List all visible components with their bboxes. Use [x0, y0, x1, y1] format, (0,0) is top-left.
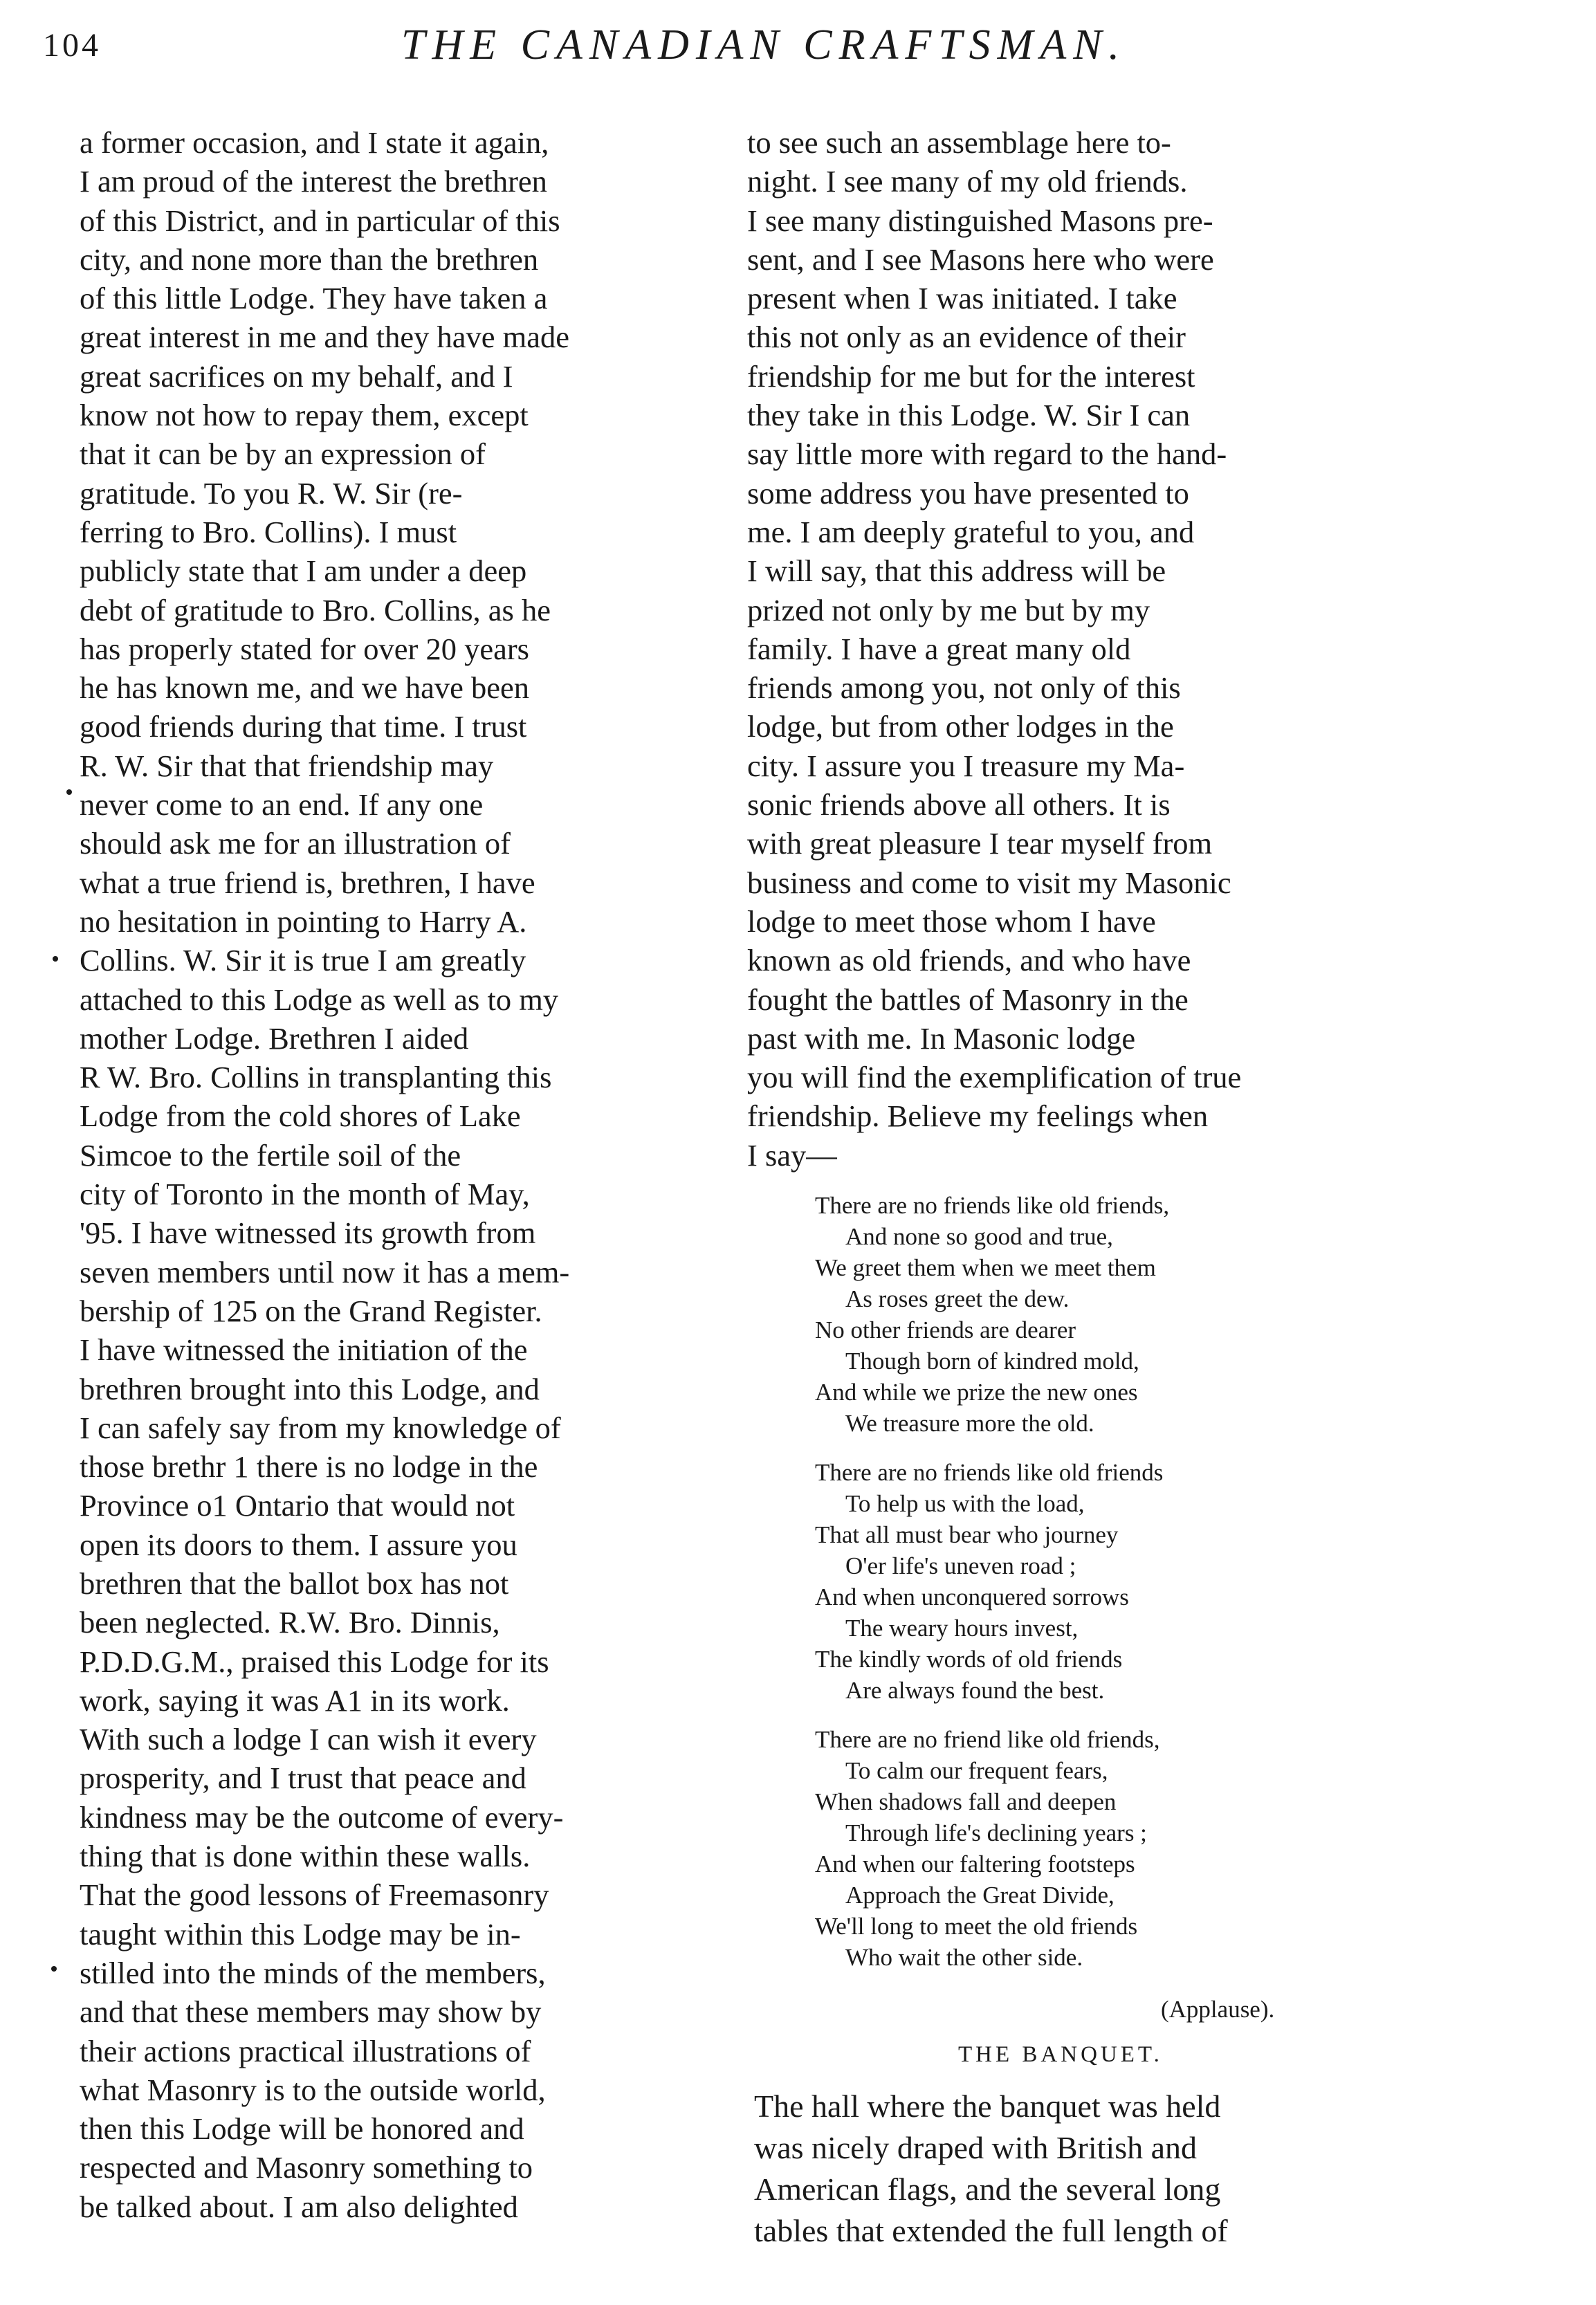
text-line: fought the battles of Masonry in the — [747, 982, 1189, 1017]
verse-line: And while we prize the new ones — [815, 1379, 1138, 1406]
text-line: R. W. Sir that that friendship may — [80, 748, 494, 783]
text-line: family. I have a great many old — [747, 631, 1131, 666]
text-line: city of Toronto in the month of May, — [80, 1177, 530, 1212]
text-line: never come to an end. If any one — [80, 787, 484, 823]
text-line: friends among you, not only of this — [747, 670, 1181, 706]
text-line: tables that extended the full length of — [754, 2213, 1228, 2248]
text-line: prized not only by me but by my — [747, 592, 1150, 627]
verse-line: And when unconquered sorrows — [815, 1583, 1129, 1610]
applause-note: (Applause). — [1161, 1996, 1275, 2023]
text-line: thing that is done within these walls. — [80, 1839, 531, 1874]
verse-line: There are no friends like old friends, — [815, 1192, 1170, 1219]
text-line: some address you have presented to — [747, 475, 1189, 511]
verse-line: We treasure more the old. — [845, 1410, 1094, 1437]
verse-line: We'll long to meet the old friends — [815, 1913, 1138, 1940]
verse-line: To calm our frequent fears, — [845, 1757, 1108, 1784]
text-line: their actions practical illustrations of — [80, 2033, 531, 2068]
text-line: that it can be by an expression of — [80, 437, 486, 472]
text-line: respected and Masonry something to — [80, 2150, 533, 2185]
text-line: to see such an assemblage here to- — [747, 125, 1171, 160]
text-line: American flags, and the several long — [754, 2171, 1221, 2207]
verse-line: Though born of kindred mold, — [845, 1348, 1139, 1375]
verse-line: To help us with the load, — [845, 1490, 1085, 1517]
text-line: of this District, and in particular of this — [80, 203, 560, 238]
text-line: bership of 125 on the Grand Register. — [80, 1293, 542, 1328]
text-line: Lodge from the cold shores of Lake — [80, 1099, 521, 1134]
text-line: what Masonry is to the outside world, — [80, 2072, 546, 2107]
text-line: friendship. Believe my feelings when — [747, 1099, 1209, 1134]
text-line: with great pleasure I tear myself from — [747, 826, 1213, 861]
text-line: With such a lodge I can wish it every — [80, 1722, 537, 1757]
text-line: gratitude. To you R. W. Sir (re- — [80, 475, 463, 511]
text-line: what a true friend is, brethren, I have — [80, 865, 535, 900]
text-line: '95. I have witnessed its growth from — [80, 1215, 536, 1251]
text-line: friendship for me but for the interest — [747, 358, 1195, 394]
text-line: ferring to Bro. Collins). I must — [80, 514, 457, 549]
text-line: known as old friends, and who have — [747, 943, 1191, 978]
text-line: I can safely say from my knowledge of — [80, 1410, 561, 1445]
text-line: sonic friends above all others. It is — [747, 787, 1171, 823]
text-line: lodge, but from other lodges in the — [747, 709, 1174, 744]
poem-stanza — [815, 1190, 1382, 1439]
ink-speck — [53, 956, 58, 962]
banquet-paragraph — [754, 2086, 1397, 2252]
section-heading: THE BANQUET. — [958, 2042, 1163, 2067]
text-line: great interest in me and they have made — [80, 320, 570, 355]
poem-stanza — [815, 1724, 1382, 1973]
verse-line: We greet them when we meet them — [815, 1254, 1156, 1281]
text-line: been neglected. R.W. Bro. Dinnis, — [80, 1605, 500, 1640]
text-line: mother Lodge. Brethren I aided — [80, 1020, 469, 1056]
verse-line: Approach the Great Divide, — [845, 1882, 1115, 1909]
text-line: and that these members may show by — [80, 1994, 542, 2030]
text-line: present when I was initiated. I take — [747, 281, 1177, 316]
text-line: publicly state that I am under a deep — [80, 553, 527, 589]
text-line: me. I am deeply grateful to you, and — [747, 514, 1195, 549]
text-line: The hall where the banquet was held — [754, 2088, 1221, 2124]
verse-line: And none so good and true, — [845, 1223, 1113, 1250]
text-line: great sacrifices on my behalf, and I — [80, 358, 513, 394]
text-line: I say— — [747, 1137, 837, 1173]
text-line: I will say, that this address will be — [747, 553, 1166, 589]
text-line: say little more with regard to the hand- — [747, 437, 1227, 472]
text-line: this not only as an evidence of their — [747, 320, 1186, 355]
text-line: lodge to meet those whom I have — [747, 903, 1156, 939]
verse-line: No other friends are dearer — [815, 1316, 1076, 1343]
text-line: sent, and I see Masons here who were — [747, 241, 1214, 277]
text-line: taught within this Lodge may be in- — [80, 1916, 521, 1952]
text-line: kindness may be the outcome of every- — [80, 1799, 564, 1835]
text-line: Simcoe to the fertile soil of the — [80, 1137, 461, 1173]
ink-speck — [66, 789, 72, 795]
text-line: attached to this Lodge as well as to my — [80, 982, 559, 1017]
page-number: 104 — [43, 27, 101, 64]
verse-line: When shadows fall and deepen — [815, 1788, 1117, 1815]
text-line: past with me. In Masonic lodge — [747, 1020, 1136, 1056]
verse-line: O'er life's uneven road ; — [845, 1552, 1076, 1579]
verse-line: There are no friends like old friends — [815, 1459, 1164, 1486]
text-line: P.D.D.G.M., praised this Lodge for its — [80, 1644, 549, 1679]
verse-line: Who wait the other side. — [845, 1944, 1083, 1971]
text-line: I see many distinguished Masons pre- — [747, 203, 1213, 238]
journal-title: THE CANADIAN CRAFTSMAN. — [401, 21, 1127, 68]
text-line: I have witnessed the initiation of the — [80, 1332, 528, 1368]
ink-speck — [51, 1966, 57, 1972]
text-line: has properly stated for over 20 years — [80, 631, 529, 666]
text-line: of this little Lodge. They have taken a — [80, 281, 548, 316]
text-line: he has known me, and we have been — [80, 670, 529, 706]
text-line: brethren brought into this Lodge, and — [80, 1371, 540, 1406]
text-line: good friends during that time. I trust — [80, 709, 527, 744]
text-line: Province o1 Ontario that would not — [80, 1488, 515, 1523]
text-line: night. I see many of my old friends. — [747, 164, 1188, 199]
text-line: R W. Bro. Collins in transplanting this — [80, 1060, 552, 1095]
verse-line: The weary hours invest, — [845, 1615, 1079, 1642]
text-line: open its doors to them. I assure you — [80, 1527, 517, 1562]
verse-line: That all must bear who journey — [815, 1521, 1119, 1548]
text-line: brethren that the ballot box has not — [80, 1565, 509, 1601]
text-line: no hesitation in pointing to Harry A. — [80, 903, 527, 939]
left-column — [80, 123, 723, 2226]
verse-line: Are always found the best. — [845, 1677, 1105, 1704]
text-line: prosperity, and I trust that peace and — [80, 1761, 526, 1796]
text-line: you will find the exemplification of true — [747, 1060, 1242, 1095]
text-line: stilled into the minds of the members, — [80, 1955, 546, 1990]
text-line: seven members until now it has a mem- — [80, 1254, 570, 1289]
poem — [815, 1190, 1382, 1991]
text-line: then this Lodge will be honored and — [80, 2111, 524, 2147]
poem-stanza — [815, 1457, 1382, 1706]
text-line: That the good lessons of Freemasonry — [80, 1877, 549, 1913]
text-line: business and come to visit my Masonic — [747, 865, 1231, 900]
text-line: be talked about. I am also delighted — [80, 2189, 518, 2224]
text-line: work, saying it was A1 in its work. — [80, 1682, 510, 1718]
running-head — [42, 21, 1425, 83]
verse-line: There are no friend like old friends, — [815, 1726, 1160, 1753]
verse-line: And when our faltering footsteps — [815, 1851, 1135, 1877]
text-line: those brethr 1 there is no lodge in the — [80, 1449, 538, 1485]
text-line: was nicely draped with British and — [754, 2130, 1198, 2165]
text-line: they take in this Lodge. W. Sir I can — [747, 398, 1191, 433]
text-line: city. I assure you I treasure my Ma- — [747, 748, 1185, 783]
verse-line: As roses greet the dew. — [845, 1285, 1070, 1312]
text-line: Collins. W. Sir it is true I am greatly — [80, 943, 526, 978]
right-column — [747, 123, 1391, 1175]
text-line: debt of gratitude to Bro. Collins, as he — [80, 592, 551, 627]
verse-line: Through life's declining years ; — [845, 1819, 1147, 1846]
text-line: a former occasion, and I state it again, — [80, 125, 549, 160]
text-line: city, and none more than the brethren — [80, 241, 539, 277]
text-line: I am proud of the interest the brethren — [80, 164, 547, 199]
text-line: know not how to repay them, except — [80, 398, 529, 433]
verse-line: The kindly words of old friends — [815, 1646, 1123, 1673]
text-line: should ask me for an illustration of — [80, 826, 511, 861]
